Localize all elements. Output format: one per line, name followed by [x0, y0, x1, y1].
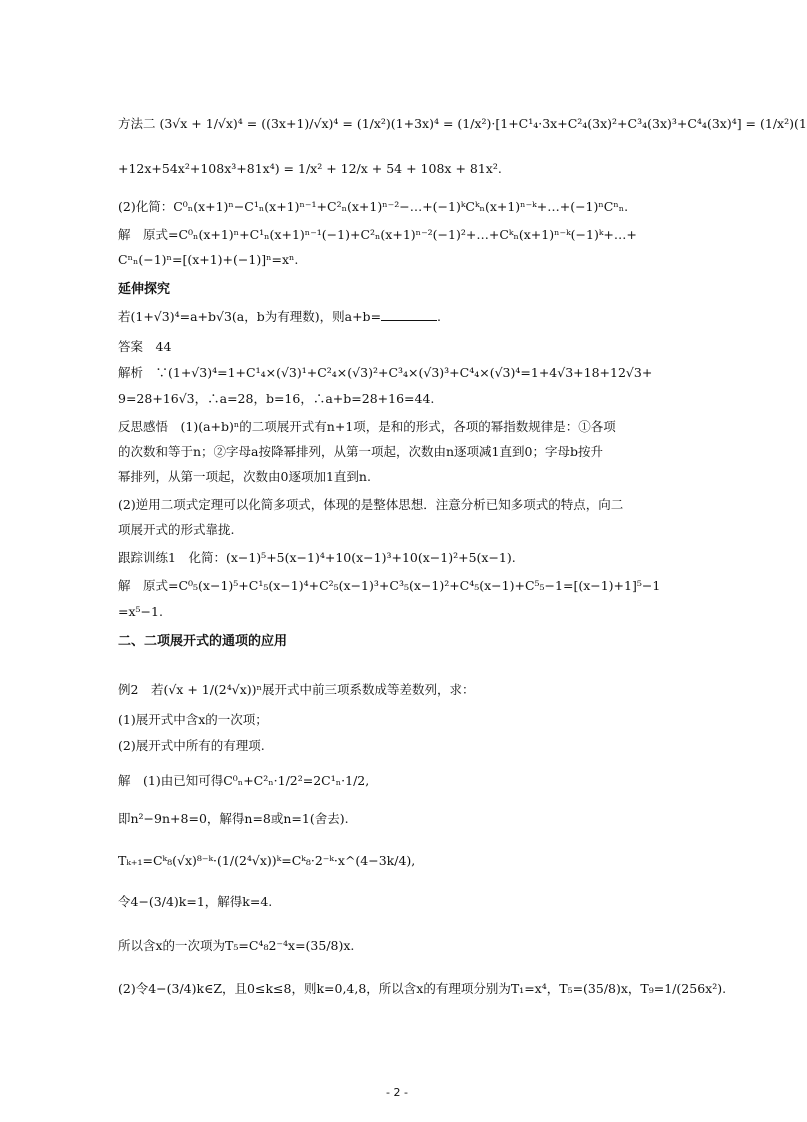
text-line-gzs1: 解 原式=C⁰₅(x−1)⁵+C¹₅(x−1)⁴+C²₅(x−1)³+C³₅(x−1)²+C⁴₅(x−1)+C⁵₅−1=[(x−1)+1]⁵−1 — [118, 578, 661, 593]
text-line-ex2a: (1)展开式中含x的一次项； — [118, 712, 268, 727]
text-line-s1c: Tₖ₊₁=Cᵏ₈(√x)⁸⁻ᵏ·(1/(2⁴√x))ᵏ=Cᵏ₈·2⁻ᵏ·x^(4−3k/4), — [118, 853, 416, 868]
text-line-fs3: 幂排列，从第一项起，次数由0逐项加1直到n. — [118, 469, 371, 484]
question-end: . — [437, 309, 442, 324]
text-line-s2: (2)令4−(3/4)k∈Z，且0≤k≤8，则k=0,4,8，所以含x的有理项分别为T₁=x⁴，T₅=(35/8)x，T₉=1/(256x²). — [118, 981, 727, 996]
text-line-ans: 答案 44 — [118, 339, 172, 354]
text-line-gzs2: =x⁵−1. — [118, 604, 163, 619]
text-line-fs5: 项展开式的形式靠拢. — [118, 522, 235, 537]
answer-blank — [381, 308, 437, 321]
text-line-s1b: 即n²−9n+8=0，解得n=8或n=1(舍去). — [118, 811, 349, 826]
text-line-m2b: +12x+54x²+108x³+81x⁴) = 1/x² + 12/x + 54 + 108x + 81x². — [118, 161, 502, 176]
text-line-ext: 延伸探究 — [118, 282, 171, 297]
text-line-extq — [118, 308, 684, 326]
text-line-fs1: 反思感悟 (1)(a+b)ⁿ的二项展开式有n+1项，是和的形式，各项的幂指数规律是：①各项 — [118, 419, 616, 434]
page-number: - 2 - — [386, 1086, 408, 1099]
text-line-s2a: 解 原式=C⁰ₙ(x+1)ⁿ+C¹ₙ(x+1)ⁿ⁻¹(−1)+C²ₙ(x+1)ⁿ⁻²(−1)²+…+Cᵏₙ(x+1)ⁿ⁻ᵏ(−1)ᵏ+…+ — [118, 227, 637, 242]
text-line-s1e: 所以含x的一次项为T₅=C⁴₈2⁻⁴x=(35/8)x. — [118, 938, 355, 953]
text-line-fs4: (2)逆用二项式定理可以化简多项式，体现的是整体思想．注意分析已知多项式的特点，向二 — [118, 497, 624, 512]
text-line-ex2: 例2 若(√x + 1/(2⁴√x))ⁿ展开式中前三项系数成等差数列，求： — [118, 682, 475, 697]
question-text: 若(1+√3)⁴=a+b√3(a，b为有理数)，则a+b= — [118, 309, 382, 324]
text-line-q2: (2)化简：C⁰ₙ(x+1)ⁿ−C¹ₙ(x+1)ⁿ⁻¹+C²ₙ(x+1)ⁿ⁻²−…+(−1)ᵏCᵏₙ(x+1)ⁿ⁻ᵏ+…+(−1)ⁿCⁿₙ. — [118, 199, 629, 214]
text-line-sec: 二、二项展开式的通项的应用 — [118, 634, 288, 649]
text-line-s2b: Cⁿₙ(−1)ⁿ=[(x+1)+(−1)]ⁿ=xⁿ. — [118, 252, 299, 267]
text-line-s1a: 解 (1)由已知可得C⁰ₙ+C²ₙ·1/2²=2C¹ₙ·1/2, — [118, 773, 370, 788]
text-line-s1d: 令4−(3/4)k=1，解得k=4. — [118, 894, 273, 909]
text-line-gz: 跟踪训练1 化简：(x−1)⁵+5(x−1)⁴+10(x−1)³+10(x−1)²+5(x−1). — [118, 550, 516, 565]
text-line-fs2: 的次数和等于n；②字母a按降幂排列，从第一项起，次数由n逐项减1直到0；字母b按升 — [118, 444, 603, 459]
text-line-jx2: 9=28+16√3，∴a=28，b=16，∴a+b=28+16=44. — [118, 391, 435, 406]
text-line-jx1: 解析 ∵(1+√3)⁴=1+C¹₄×(√3)¹+C²₄×(√3)²+C³₄×(√3)³+C⁴₄×(√3)⁴=1+4√3+18+12√3+ — [118, 365, 653, 380]
text-line-m2a: 方法二 (3√x + 1/√x)⁴ = ((3x+1)/√x)⁴ = (1/x²)(1+3x)⁴ = (1/x²)·[1+C¹₄·3x+C²₄(3x)²+C³₄(3x)³+C⁴₄(3x)⁴] = (1/x²)(1 — [118, 116, 807, 131]
text-line-ex2b: (2)展开式中所有的有理项. — [118, 738, 265, 753]
